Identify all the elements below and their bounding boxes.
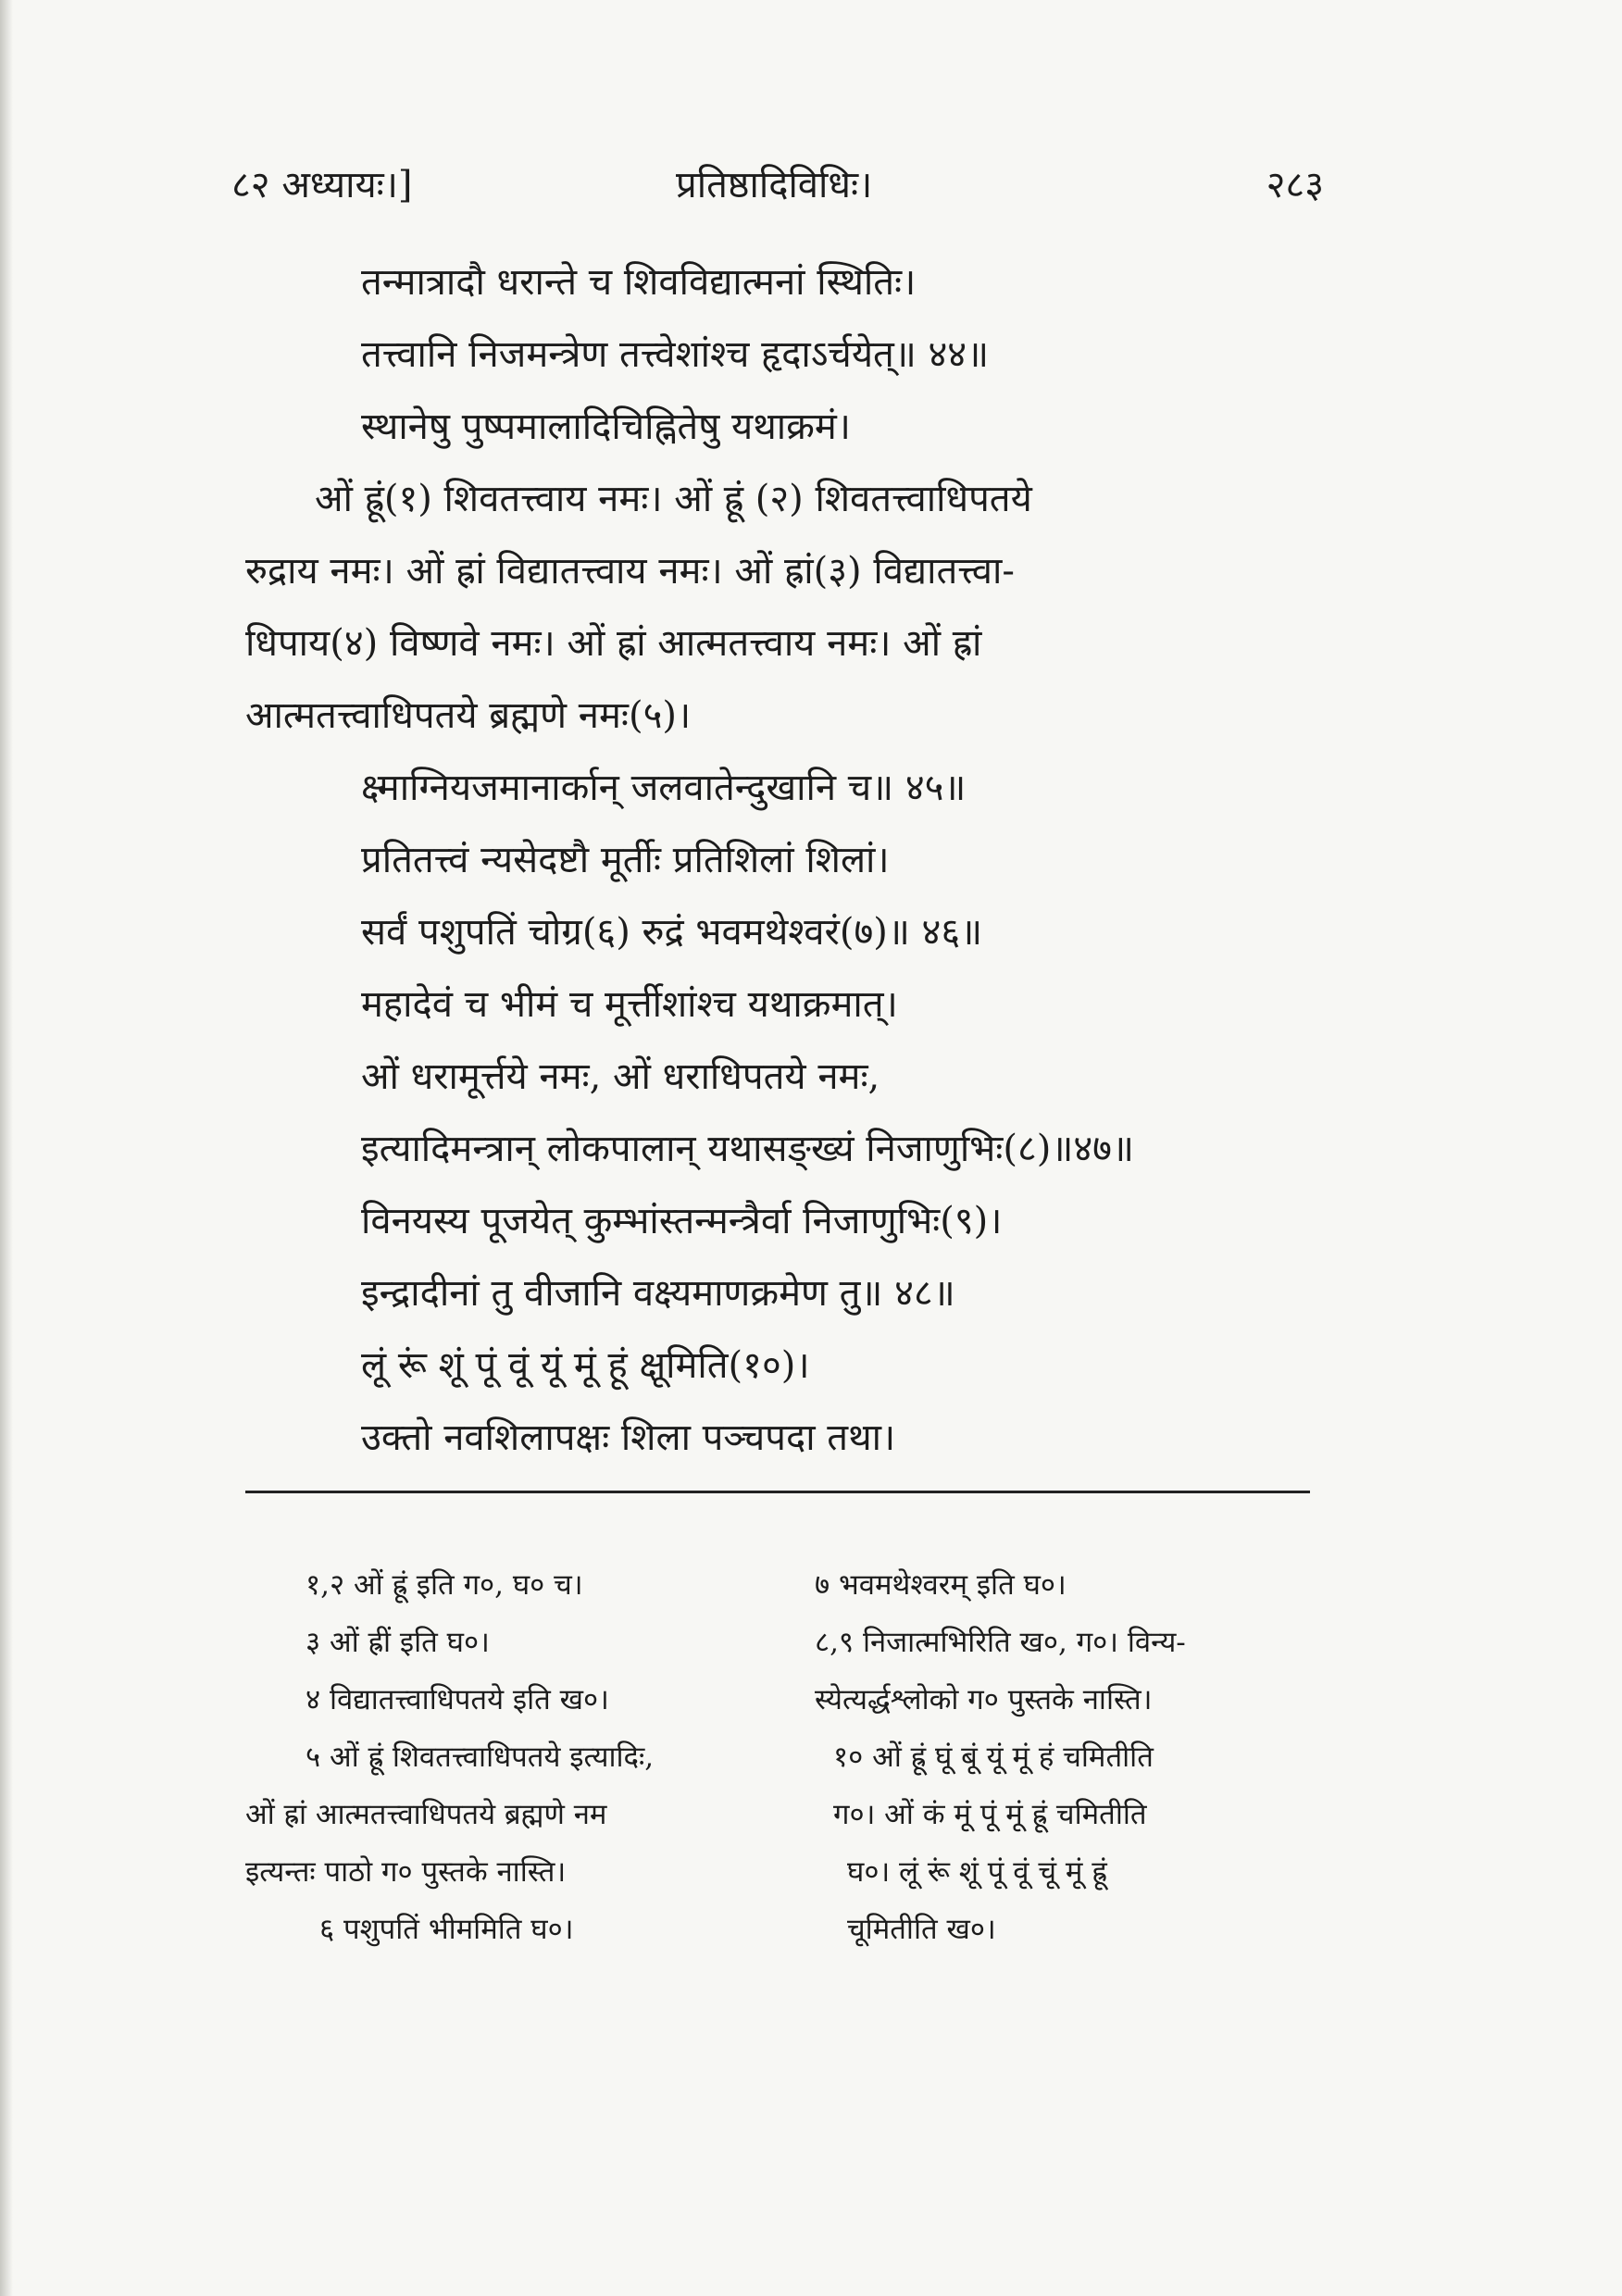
- text-line: लूं रूं शूं पूं वूं यूं मूं हूं क्षूमिति(१०)।: [361, 1344, 810, 1387]
- page-number: २८३: [1266, 164, 1324, 206]
- footnote-line: १० ओं ह्रूं घूं बूं यूं मूं हं चमितीति: [833, 1741, 1154, 1774]
- text-line: स्थानेषु पुष्पमालादिचिह्नितेषु यथाक्रमं।: [361, 406, 851, 448]
- header-title: प्रतिष्ठादिविधिः।: [676, 164, 873, 206]
- text-line: इन्द्रादीनां तु वीजानि वक्ष्यमाणक्रमेण तु॥ ४८॥: [361, 1272, 955, 1315]
- text-line: ओं धरामूर्त्तये नमः, ओं धराधिपतये नमः,: [361, 1055, 880, 1098]
- footnote-line: स्येत्यर्द्धश्लोको ग० पुस्तके नास्ति।: [815, 1683, 1153, 1716]
- page-edge-shadow: [0, 0, 13, 2296]
- footnote-line: ७ भवमथेश्वरम् इति घ०।: [815, 1568, 1067, 1602]
- footnote-line: घ०। लूं रूं शूं पूं वूं चूं मूं ह्रूं: [847, 1855, 1107, 1889]
- footnote-line: इत्यन्तः पाठो ग० पुस्तके नास्ति।: [245, 1855, 567, 1889]
- footnote-line: ५ ओं ह्रूं शिवतत्त्वाधिपतये इत्यादिः,: [306, 1741, 655, 1774]
- text-line: तत्त्वानि निजमन्त्रेण तत्त्वेशांश्च हृदाऽर्चयेत्॥ ४४॥: [361, 333, 990, 376]
- footnote-line: ६ पशुपतिं भीममिति घ०।: [319, 1913, 574, 1946]
- header-chapter: ८२ अध्यायः।]: [231, 164, 413, 206]
- footnote-line: ४ विद्यातत्त्वाधिपतये इति ख०।: [306, 1683, 609, 1716]
- text-line: महादेवं च भीमं च मूर्त्तीशांश्च यथाक्रमात्।: [361, 983, 898, 1026]
- footnote-line: ओं ह्रां आत्मतत्त्वाधिपतये ब्रह्मणे नम: [245, 1798, 607, 1831]
- footnote-line: ८,९ निजात्मभिरिति ख०, ग०। विन्य-: [815, 1626, 1186, 1659]
- text-line: तन्मात्रादौ धरान्ते च शिवविद्यात्मनां स्थितिः।: [361, 261, 917, 304]
- text-line: सर्वं पशुपतिं चोग्र(६) रुद्रं भवमथेश्वरं(७)॥ ४६॥: [361, 911, 983, 954]
- text-line: विनयस्य पूजयेत् कुम्भांस्तन्मन्त्रैर्वा निजाणुभिः(९)।: [361, 1200, 1003, 1242]
- text-line: आत्मतत्त्वाधिपतये ब्रह्मणे नमः(५)।: [245, 694, 692, 737]
- footnote-line: ३ ओं ह्रीं इति घ०।: [306, 1626, 490, 1659]
- text-line: उक्तो नवशिलापक्षः शिला पञ्चपदा तथा।: [361, 1416, 896, 1459]
- text-line: इत्यादिमन्त्रान् लोकपालान् यथासङ्ख्यं निजाणुभिः(८)॥४७॥: [361, 1128, 1134, 1170]
- text-line: क्ष्माग्नियजमानार्कान् जलवातेन्दुखानि च॥ ४५॥: [361, 767, 967, 809]
- footnote-line: १,२ ओं ह्रूं इति ग०, घ० च।: [306, 1568, 583, 1602]
- text-line: ओं ह्रूं(१) शिवतत्त्वाय नमः। ओं ह्रूं (२) शिवतत्त्वाधिपतये: [315, 478, 1032, 520]
- running-header: [231, 157, 1324, 213]
- text-line: रुद्राय नमः। ओं ह्रां विद्यातत्त्वाय नमः। ओं ह्रां(३) विद्यातत्त्वा-: [245, 550, 1015, 593]
- text-line: धिपाय(४) विष्णवे नमः। ओं ह्रां आत्मतत्त्वाय नमः। ओं ह्रां: [245, 622, 982, 665]
- footnote-divider: [245, 1491, 1310, 1493]
- footnote-line: ग०। ओं कं मूं पूं मूं ह्रूं चमितीति: [833, 1798, 1147, 1831]
- text-line: प्रतितत्त्वं न्यसेदष्टौ मूर्तीः प्रतिशिलां शिलां।: [361, 839, 890, 881]
- footnote-line: चूमितीति ख०।: [847, 1913, 996, 1946]
